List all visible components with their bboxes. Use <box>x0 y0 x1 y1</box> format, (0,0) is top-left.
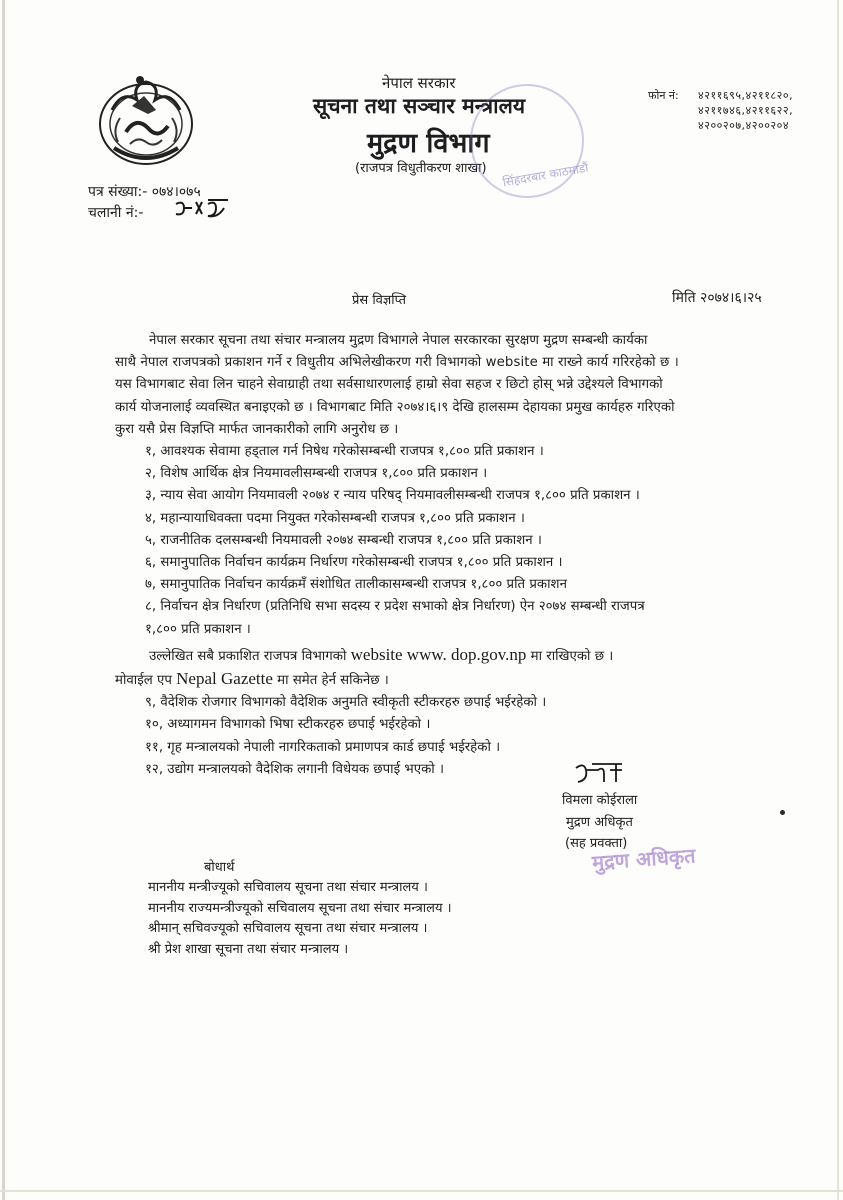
app-line-end: मा समेत हेर्न सकिनेछ । <box>277 673 389 689</box>
website-line-end: मा राखिएको छ । <box>530 648 614 664</box>
cc-line: श्रीमान् सचिवज्यूको सचिवालय सूचना तथा संचार मन्त्रालय । <box>148 921 428 936</box>
notice-date: मिति २०७४।६।२५ <box>672 290 762 306</box>
list-item: ११, गृह मन्त्रालयको नेपाली नागरिकताको प्रमाणपत्र कार्ड छपाई भईरहेको । <box>145 739 501 755</box>
list-item: ५, राजनीतिक दलसम्बन्धी नियमावली २०७४ सम्बन्धी राजपत्र १,८०० प्रति प्रकाशन । <box>145 532 542 548</box>
paragraph-line: साथै नेपाल राजपत्रको प्रकाशन गर्ने र विधुतीय अभिलेखीकरण गरी विभागको website मा राख्ने कार्य गरिरहेको छ । <box>115 355 679 371</box>
office-stamp-text: सिंहदरबार काठमाडौं <box>501 160 590 190</box>
list-item: २, विशेष आर्थिक क्षेत्र नियमावलीसम्बन्धी राजपत्र १,८०० प्रति प्रकाशन । <box>145 466 488 482</box>
signatory-name: विमला कोईराला <box>562 793 638 808</box>
notice-body <box>115 330 795 781</box>
list-item: १२, उद्योग मन्त्रालयको वैदेशिक लगानी विधेयक छपाई भएको । <box>145 761 445 777</box>
website-line-start: उल्लेखित सबै प्रकाशित राजपत्र विभागको <box>149 648 347 664</box>
list-item-continuation: १,८०० प्रति प्रकाशन । <box>145 621 251 637</box>
phone-line: ४२११७४६,४२११६२२, <box>698 104 794 117</box>
list-item: ४, महान्यायाधिवक्ता पदमा नियुक्त गरेकोसम्बन्धी राजपत्र १,८०० प्रति प्रकाशन । <box>145 510 525 526</box>
paragraph-line: कार्य योजनालाई व्यवस्थित बनाइएको छ । विभागबाट मिति २०७४।६।९ देखि हालसम्म देहायका प्रमुख कार्यहरु गरिएको <box>115 399 675 415</box>
scan-border-bottom <box>0 1190 843 1192</box>
phone-line: ४२००२०७,४२००२०४ <box>698 119 790 132</box>
ink-dot <box>780 810 785 815</box>
signatory-role: (सह प्रवक्ता) <box>565 836 628 851</box>
section-name: (राजपत्र विधुतीकरण शाखा) <box>355 161 487 176</box>
phone-label: फोन नं: <box>648 89 679 102</box>
app-line-start: मोवाईल एप <box>115 673 172 689</box>
website-url: website www. dop.gov.np <box>350 644 527 664</box>
paragraph-line: यस विभागबाट सेवा लिन चाहने सेवाग्राही तथा सर्वसाधारणलाई हाम्रो सेवा सहज र छिटो होस् भन्ने उद्देश्यले विभागको <box>115 377 663 393</box>
department-name: मुद्रण विभाग <box>367 128 490 159</box>
cc-line: माननीय मन्त्रीज्यूको सचिवालय सूचना तथा संचार मन्त्रालय । <box>148 880 428 895</box>
list-item: ८, निर्वाचन क्षेत्र निर्धारण (प्रतिनिधि सभा सदस्य र प्रदेश सभाको क्षेत्र निर्धारण) ऐन २०७४ सम्बन्धी राजपत्र <box>145 599 645 615</box>
paragraph-line: कुरा यसै प्रेस विज्ञप्ति मार्फत जानकारीको लागि अनुरोध छ । <box>115 421 399 437</box>
paragraph-line: नेपाल सरकार सूचना तथा संचार मन्त्रालय मुद्रण विभागले नेपाल सरकारका सुरक्षण मुद्रण सम्बन्धी कार्यका <box>149 333 648 348</box>
chalani-handwritten-number <box>172 198 232 220</box>
notice-title: प्रेस विज्ञप्ति <box>352 293 407 308</box>
signatory-title: मुद्रण अधिकृत <box>566 815 633 830</box>
ministry-name: सूचना तथा सञ्चार मन्त्रालय <box>313 94 526 118</box>
cc-line: माननीय राज्यमन्त्रीज्यूको सचिवालय सूचना तथा संचार मन्त्रालय । <box>148 901 452 916</box>
officer-stamp: मुद्रण अधिकृत <box>591 843 697 875</box>
app-line <box>115 668 795 692</box>
government-name: नेपाल सरकार <box>382 74 456 92</box>
chalani-label: चलानी नं:- <box>88 205 144 221</box>
list-item: ९, वैदेशिक रोजगार विभागको वैदेशिक अनुमति स्वीकृती स्टीकरहरु छपाई भईरहेको । <box>145 695 547 711</box>
list-item: ३, न्याय सेवा आयोग नियमावली २०७४ र न्याय परिषद् नियमावलीसम्बन्धी राजपत्र १,८०० प्रति प्रकाशन । <box>145 488 640 504</box>
cc-label: बोधार्थ <box>204 860 235 875</box>
list-item: ६, समानुपातिक निर्वाचन कार्यक्रम निर्धारण गरेकोसम्बन्धी राजपत्र १,८०० प्रति प्रकाशन । <box>145 555 563 571</box>
scan-border-left <box>2 0 5 1200</box>
website-line <box>115 644 795 668</box>
patra-sankhya: पत्र संख्या:- ०७४।०७५ <box>88 184 201 200</box>
list-item: ७, समानुपातिक निर्वाचन कार्यक्रमँ संशोधित तालीकासम्बन्धी राजपत्र १,८०० प्रति प्रकाशन <box>145 577 567 593</box>
phone-line: ४२११६९५,४२११८२०, <box>698 89 794 102</box>
cc-line: श्री प्रेश शाखा सूचना तथा संचार मन्त्रालय । <box>148 942 349 957</box>
nepal-emblem-icon <box>92 70 200 170</box>
app-name: Nepal Gazette <box>176 669 273 689</box>
handwritten-signature <box>570 760 630 790</box>
list-item: १०, अध्यागमन विभागको भिषा स्टीकरहरु छपाई भईरहेको । <box>145 717 431 733</box>
list-item: १, आवश्यक सेवामा हड्ताल गर्न निषेध गरेकोसम्बन्धी राजपत्र १,८०० प्रति प्रकाशन । <box>145 444 544 460</box>
scan-border-right <box>837 0 839 1200</box>
